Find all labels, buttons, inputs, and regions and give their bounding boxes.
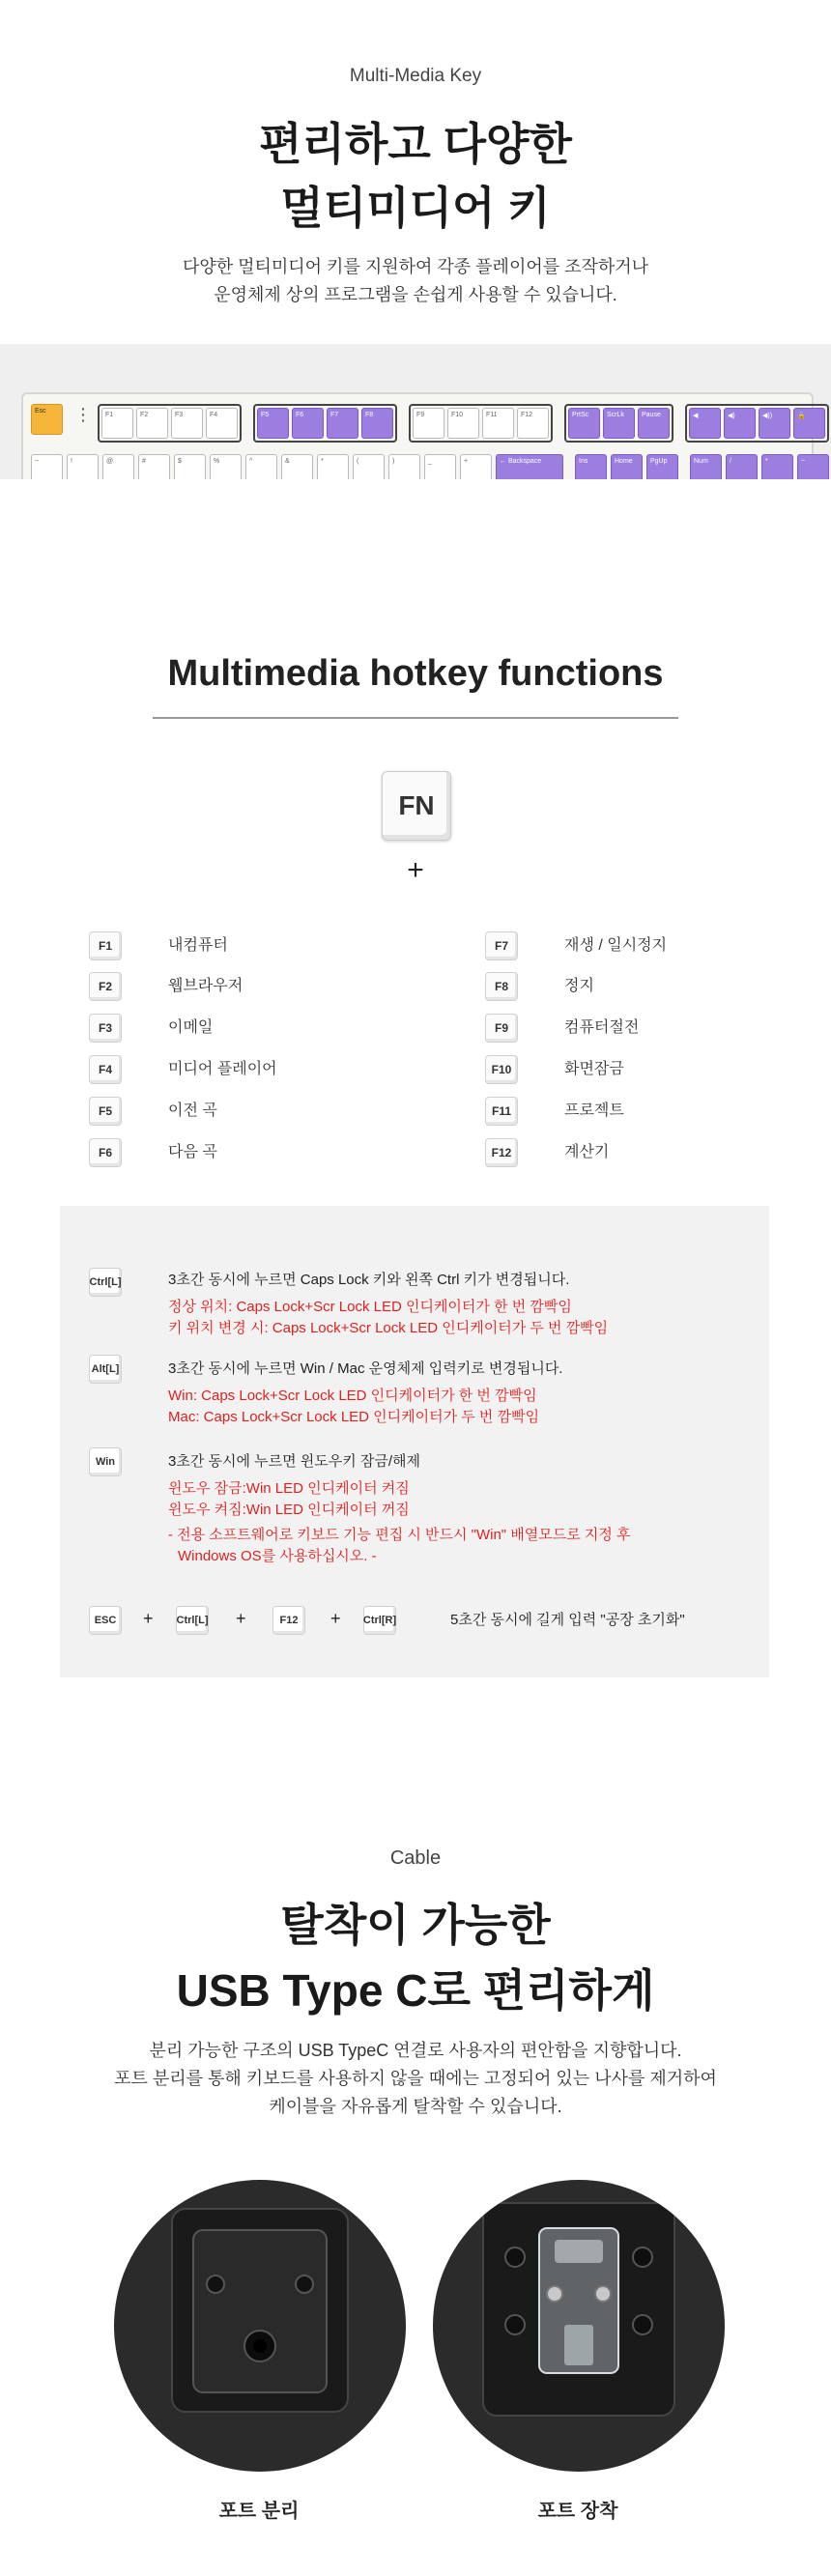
cable-description [0,2037,831,2121]
key-f4: F4 [206,408,238,439]
port-detached-drawing [114,2180,406,2472]
caption-port-attached: 포트 장착 [537,2501,618,2522]
mute-icon: ◀ [689,408,721,439]
key-ins: Ins [575,454,607,479]
key-3: # [138,454,170,479]
key-f2: F2 [136,408,168,439]
key-esc-reset: ESC [89,1606,122,1635]
key-backspace: ← Backspace [496,454,563,479]
key-f9: F9 [413,408,444,439]
fkey-f2: F2 [89,972,122,1001]
fkey-f12-label: 계산기 [564,1144,610,1160]
multimedia-title-line1: 편리하고 다양한 [259,119,572,169]
port-attached-drawing [433,2180,725,2472]
fkey-f10: F10 [485,1055,518,1084]
cable-title [0,1892,831,2023]
fkey-f5: F5 [89,1097,122,1126]
key-num: Num [690,454,722,479]
key-group-f5-f8 [253,404,397,443]
fkey-f11-label: 프로젝트 [564,1102,624,1119]
win-note-2: 윈도우 켜짐:Win LED 인디케이터 꺼짐 [168,1502,410,1518]
multimedia-title [0,112,831,240]
key-1: ! [67,454,99,479]
multimedia-desc-line2: 운영체제 상의 프로그램을 손쉽게 사용할 수 있습니다. [214,285,617,304]
key-5: % [210,454,242,479]
key-win: Win [89,1447,122,1476]
hotkey-divider [153,717,678,719]
ctrl-note-2: 키 위치 변경 시: Caps Lock+Scr Lock LED 인디케이터가 두 번 깜빡임 [168,1320,609,1336]
ctrl-note-1: 정상 위치: Caps Lock+Scr Lock LED 인디케이터가 한 번 깜빡임 [168,1299,572,1315]
key-f7: F7 [327,408,358,439]
cable-subtitle: Cable [389,1847,442,1869]
key-f10: F10 [447,408,479,439]
fkey-f8: F8 [485,972,518,1001]
reset-plus-2: + [236,1609,246,1628]
key-2: @ [102,454,134,479]
key-scrlk: ScrLk [603,408,635,439]
alt-note-2: Mac: Caps Lock+Scr Lock LED 인디케이터가 두 번 깜빡임 [168,1409,540,1425]
key-0: ) [388,454,420,479]
caption-port-detached: 포트 분리 [218,2501,300,2522]
key-asterisk: * [761,454,793,479]
fkey-f11: F11 [485,1097,518,1126]
cable-title-line1: 탈착이 가능한 [280,1900,551,1950]
key-4: $ [174,454,206,479]
fkey-f9: F9 [485,1014,518,1043]
key-pgup: PgUp [646,454,678,479]
keyboard-image-band [0,344,831,479]
alt-note-1: Win: Caps Lock+Scr Lock LED 인디케이터가 한 번 깜빡임 [168,1388,537,1404]
key-numminus: − [797,454,829,479]
multimedia-desc-line1: 다양한 멀티미디어 키를 지원하여 각종 플레이어를 조작하거나 [182,257,649,276]
key-ctrl-left: Ctrl[L] [89,1268,122,1297]
fn-key: FN [382,771,451,841]
key-dots: ⋮ [74,405,92,424]
volume-up-icon: ◀)) [759,408,790,439]
key-8: * [317,454,349,479]
fkey-f6: F6 [89,1138,122,1167]
key-f12: F12 [517,408,549,439]
fkey-f1: F1 [89,931,122,960]
key-pause: Pause [638,408,670,439]
key-f5: F5 [257,408,289,439]
key-prtsc: PrtSc [568,408,600,439]
key-9: ( [353,454,385,479]
cable-desc-line3: 케이블을 자유롭게 탈착할 수 있습니다. [269,2097,562,2116]
cable-desc-line1: 분리 가능한 구조의 USB TypeC 연결로 사용자의 편안함을 지향합니다. [149,2041,682,2060]
port-attached-image [433,2180,725,2472]
win-note-4: Windows OS를 사용하십시오. - [178,1548,377,1564]
win-note-3: - 전용 소프트웨어로 키보드 기능 편집 시 반드시 "Win" 배열모드로 지정 후 [168,1527,631,1543]
cable-desc-line2: 포트 분리를 통해 키보드를 사용하지 않을 때에는 고정되어 있는 나사를 제거하여 [114,2069,717,2088]
fkey-f2-label: 웹브라우저 [168,978,244,994]
reset-plus-3: + [330,1609,341,1628]
plus-sign: + [407,854,424,886]
key-group-f9-f12 [409,404,553,443]
fkey-f7: F7 [485,931,518,960]
cable-title-line2: USB Type C로 편리하게 [176,1965,655,2016]
fkey-f3: F3 [89,1014,122,1043]
fkey-f4-label: 미디어 플레이어 [168,1061,277,1077]
multimedia-title-line2: 멀티미디어 키 [280,183,551,233]
key-group-f1-f4 [98,404,242,443]
key-6: ^ [245,454,277,479]
key-7: & [281,454,313,479]
key-f12-reset: F12 [272,1606,305,1635]
volume-down-icon: ◀) [724,408,756,439]
fkey-f12: F12 [485,1138,518,1167]
key-alt-left: Alt[L] [89,1355,122,1384]
key-f8: F8 [361,408,393,439]
multimedia-description [0,253,831,309]
fkey-f10-label: 화면잠금 [564,1061,624,1077]
reset-description: 5초간 동시에 길게 입력 "공장 초기화" [450,1612,685,1628]
lock-icon: 🔒 [793,408,825,439]
key-f6: F6 [292,408,324,439]
fkey-f1-label: 내컴퓨터 [168,937,228,954]
key-tilde: ~ [31,454,63,479]
win-description: 3초간 동시에 누르면 윈도우키 잠금/해제 [168,1453,421,1470]
key-ctrl-right-reset: Ctrl[R] [363,1606,396,1635]
key-f11: F11 [482,408,514,439]
fkey-f6-label: 다음 곡 [168,1144,217,1160]
key-f3: F3 [171,408,203,439]
fkey-f3-label: 이메일 [168,1019,214,1036]
key-ctrl-left-reset: Ctrl[L] [176,1606,209,1635]
key-home: Home [611,454,643,479]
key-f1: F1 [101,408,133,439]
key-minus: _ [424,454,456,479]
fkey-f8-label: 정지 [564,978,594,994]
port-detached-image [114,2180,406,2472]
hotkey-title: Multimedia hotkey functions [167,653,664,694]
win-note-1: 윈도우 잠금:Win LED 인디케이터 켜짐 [168,1480,410,1497]
fkey-f9-label: 컴퓨터절전 [564,1019,640,1036]
reset-plus-1: + [143,1609,154,1628]
key-group-media [685,404,829,443]
keyboard-row-function [31,404,831,443]
fkey-f7-label: 재생 / 일시정지 [564,937,668,954]
key-esc: Esc [31,404,63,435]
multimedia-subtitle: Multi-Media Key [349,66,482,86]
alt-description: 3초간 동시에 누르면 Win / Mac 운영체제 입력키로 변경됩니다. [168,1360,563,1377]
ctrl-description: 3초간 동시에 누르면 Caps Lock 키와 왼쪽 Ctrl 키가 변경됩니다. [168,1272,570,1288]
key-group-system [564,404,673,443]
keyboard-image [21,392,814,479]
key-plus: + [460,454,492,479]
key-slash: / [726,454,758,479]
keyboard-row-number [31,454,829,479]
fkey-f5-label: 이전 곡 [168,1102,217,1119]
fkey-f4: F4 [89,1055,122,1084]
